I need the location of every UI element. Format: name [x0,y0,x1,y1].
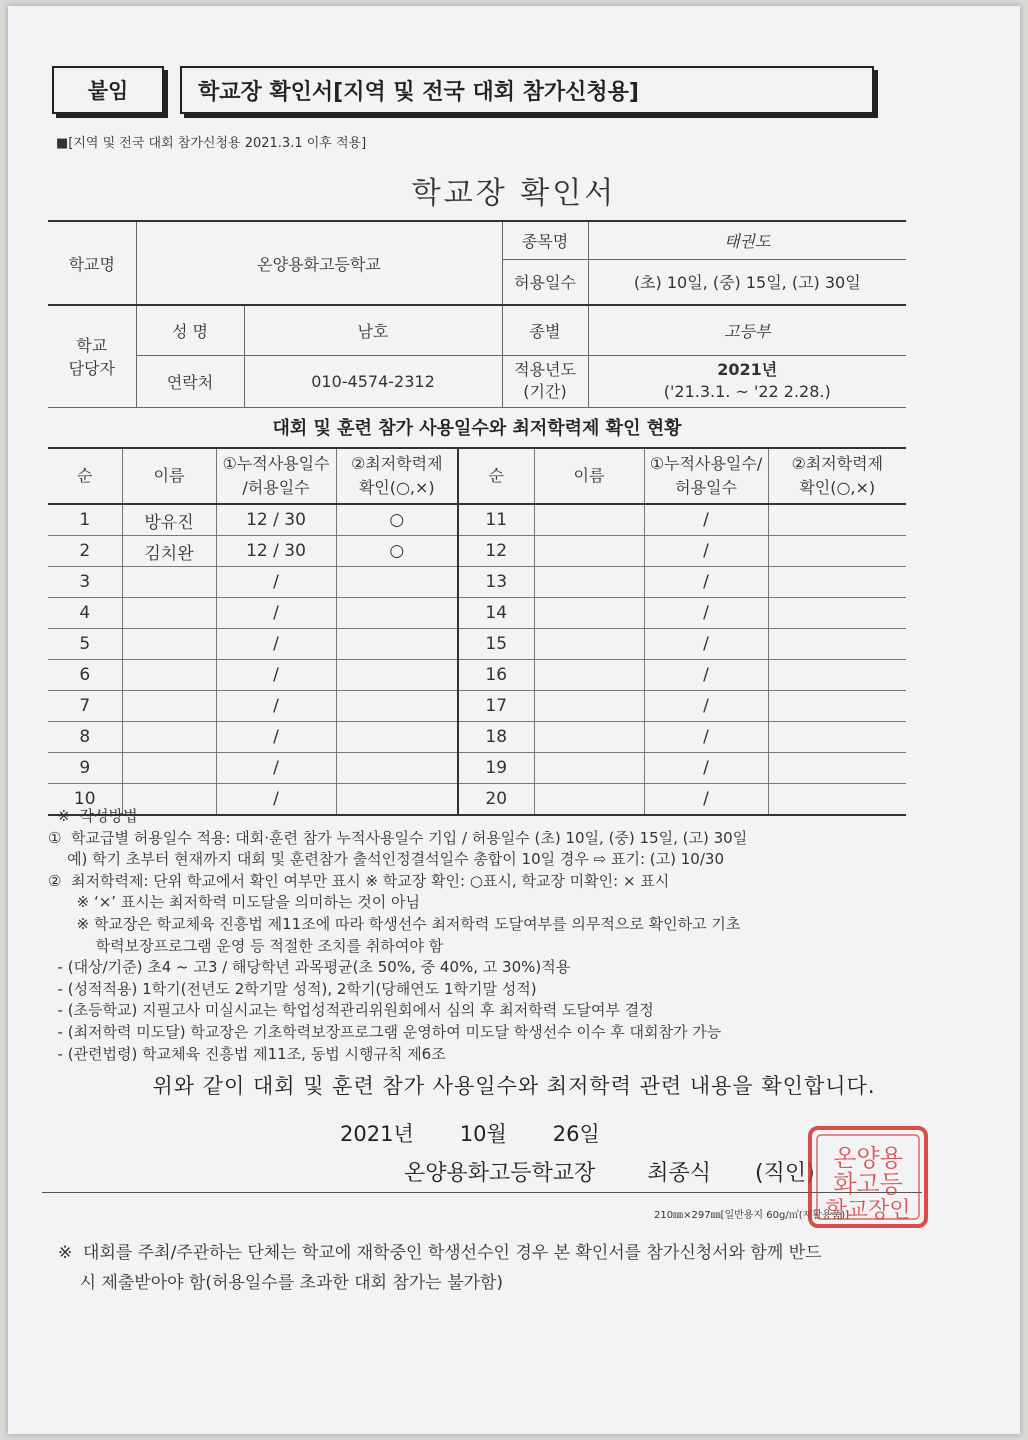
principal-name: 최종식 [647,1161,712,1186]
footer-line: 시 제출받아야 함(허용일수를 초과한 대회 참가는 불가함) [58,1273,504,1293]
official-seal-stamp [806,1124,930,1230]
row-days: / [216,629,336,660]
manager-label-line2: 담당자 [68,359,115,379]
row-number-right: 17 [458,691,534,722]
row-academic-right [768,598,906,629]
col-header-days-right-line2: 허용일수 [675,478,737,497]
attachment-badge: 붙임 [52,66,164,114]
principal-title: 온양용화고등학교장 [404,1161,596,1186]
row-number: 8 [48,722,122,753]
instruction-line: ※ 학교장은 학교체육 진흥법 제11조에 따라 학생선수 최저학력 도달여부를 의무적으로 확인하고 기초 [48,914,741,933]
table-row [48,660,906,691]
row-academic [336,598,458,629]
applicability-note: ■[지역 및 전국 대회 참가신청용 2021.3.1 이후 적용] [56,136,367,151]
col-header-days-right-line1: ①누적사용일수/ [649,454,763,473]
row-days: / [216,691,336,722]
row-number-right: 14 [458,598,534,629]
col-header-academic [336,448,458,504]
row-name [122,691,216,722]
row-days-right: / [644,753,768,784]
instruction-line: 학력보장프로그램 운영 등 적절한 조치를 취하여야 함 [48,936,444,955]
row-academic [336,722,458,753]
row-number: 2 [48,536,122,567]
row-academic [336,753,458,784]
col-header-days-line1: ①누적사용일수 [222,454,330,473]
row-number-right: 20 [458,784,534,816]
row-days-right: / [644,567,768,598]
row-name [122,629,216,660]
row-academic-right [768,536,906,567]
paper-spec: 210㎜×297㎜[일반용지 60g/㎡(재활용품)] [654,1210,850,1221]
col-header-days-right [644,448,768,504]
instruction-line: - (관련법령) 학교체육 진흥법 제11조, 동법 시행규칙 제6조 [48,1044,446,1063]
row-days: 12 / 30 [216,504,336,536]
seal-text-line3: 학교장인 [825,1198,911,1223]
division-label: 종별 [502,305,588,355]
col-header-academic-right [768,448,906,504]
instruction-line: ※ ‘×’ 표시는 최저학력 미도달을 의미하는 것이 아님 [48,893,420,912]
divider-line [42,1192,922,1193]
row-name-right [534,753,644,784]
school-label: 학교명 [48,221,136,305]
row-number-right: 15 [458,629,534,660]
row-academic-right [768,504,906,536]
row-days-right: / [644,784,768,816]
manager-label [48,305,136,407]
seal-label: (직인) [755,1161,815,1186]
row-days: / [216,567,336,598]
page-title: 학교장 확인서 [411,176,617,211]
row-name-right [534,536,644,567]
instruction-line: - (성적적용) 1학기(전년도 2학기말 성적), 2학기(당해연도 1학기말 성적) [48,979,537,998]
row-days-right: / [644,722,768,753]
table-row [48,504,906,536]
col-header-academic-right-line2: 확인(○,×) [799,478,876,497]
table-row [48,567,906,598]
manager-name-label: 성 명 [136,305,244,355]
row-academic: ○ [336,536,458,567]
event-value: 태권도 [588,221,906,259]
instruction-line: ② 최저학력제: 단위 학교에서 확인 여부만 표시 ※ 학교장 확인: ○표시, 학교장 미확인: × 표시 [48,871,670,890]
participation-table [48,447,906,816]
row-number: 10 [48,784,122,816]
row-number-right: 13 [458,567,534,598]
row-academic-right [768,629,906,660]
row-name-right [534,629,644,660]
row-days-right: / [644,598,768,629]
row-days-right: / [644,536,768,567]
row-name [122,753,216,784]
confirmation-statement: 위와 같이 대회 및 훈련 참가 사용일수와 최저학력 관련 내용을 확인합니다. [152,1074,876,1098]
school-name-value: 온양용화고등학교 [136,221,502,305]
col-header-days [216,448,336,504]
col-header-no: 순 [48,448,122,504]
instruction-line: - (최저학력 미도달) 학교장은 기초학력보장프로그램 운영하여 미도달 학생선수 이수 후 대회참가 가능 [48,1022,722,1041]
table-row [48,598,906,629]
footer-line: ※ 대회를 주최/주관하는 단체는 학교에 재학중인 학생선수인 경우 본 확인서를 참가신청서와 함께 반드 [58,1243,822,1263]
row-number: 4 [48,598,122,629]
row-academic: ○ [336,504,458,536]
allowed-days-value: (초) 10일, (중) 15일, (고) 30일 [588,259,906,305]
row-days-right: / [644,504,768,536]
row-number: 5 [48,629,122,660]
instruction-line: ① 학교급별 허용일수 적용: 대회·훈련 참가 누적사용일수 기입 / 허용일수 (초) 10일, (중) 15일, (고) 30일 [48,828,748,847]
row-name-right [534,660,644,691]
col-header-no-right: 순 [458,448,534,504]
col-header-academic-right-line1: ②최저학력제 [791,454,884,473]
row-academic-right [768,722,906,753]
row-name-right [534,598,644,629]
instruction-line: - (초등학교) 지필고사 미실시교는 학업성적관리위원회에서 심의 후 최저학력 도달여부 결정 [48,1001,654,1020]
footer-note [58,1238,978,1298]
issue-date [340,1118,646,1148]
allowed-days-label: 허용일수 [502,259,588,305]
row-days: 12 / 30 [216,536,336,567]
section-title: 대회 및 훈련 참가 사용일수와 최저학력제 확인 현황 [272,418,682,439]
col-header-academic-line1: ②최저학력제 [350,454,443,473]
row-academic-right [768,567,906,598]
instruction-line: - (대상/기준) 초4 ~ 고3 / 해당학년 과목평균(초 50%, 중 40%, 고 30%)적용 [48,958,571,977]
col-header-academic-line2: 확인(○,×) [358,478,435,497]
table-row [48,722,906,753]
seal-text-line2: 화고등 [833,1170,903,1198]
col-header-days-line2: /허용일수 [242,478,310,497]
contact-label: 연락처 [136,355,244,407]
year-label-line2: (기간) [523,382,567,401]
row-name-right [534,722,644,753]
row-name-right [534,567,644,598]
instruction-line: ※ 작성방법 [48,807,138,825]
row-name [122,598,216,629]
row-academic [336,567,458,598]
table-row [48,629,906,660]
row-number: 1 [48,504,122,536]
document-headline: 학교장 확인서[지역 및 전국 대회 참가신청용] [180,66,874,114]
manager-label-line1: 학교 [76,336,108,356]
row-number-right: 11 [458,504,534,536]
row-days: / [216,598,336,629]
row-days: / [216,722,336,753]
year-value [588,355,906,407]
row-name-right [534,504,644,536]
row-name [122,722,216,753]
row-number: 3 [48,567,122,598]
row-academic-right [768,691,906,722]
year-label-line1: 적용년도 [514,360,576,379]
table-row [48,753,906,784]
row-name [122,567,216,598]
row-days-right: / [644,691,768,722]
row-name: 방유진 [122,504,216,536]
event-label: 종목명 [502,221,588,259]
row-name [122,660,216,691]
col-header-name-right: 이름 [534,448,644,504]
row-name: 김치완 [122,536,216,567]
row-number: 7 [48,691,122,722]
signature-line [404,1156,815,1187]
row-days-right: / [644,629,768,660]
date-month: 10월 [459,1122,507,1146]
period-value: ('21.3.1. ~ '22 2.28.) [663,382,831,401]
row-days: / [216,660,336,691]
row-number: 9 [48,753,122,784]
year-label [502,355,588,407]
row-academic [336,691,458,722]
date-year: 2021년 [340,1122,414,1146]
row-name-right [534,691,644,722]
row-academic [336,629,458,660]
writing-instructions [48,806,918,1065]
table-header-row [48,448,906,504]
school-info-table [48,220,906,408]
row-number: 6 [48,660,122,691]
division-value: 고등부 [588,305,906,355]
instruction-line: 예) 학기 초부터 현재까지 대회 및 훈련참가 출석인정결석일수 총합이 10일 경우 ⇨ 표기: (고) 10/30 [48,850,724,869]
row-number-right: 16 [458,660,534,691]
row-days-right: / [644,660,768,691]
row-academic-right [768,660,906,691]
manager-name-value: 남호 [244,305,502,355]
table-row [48,536,906,567]
contact-value: 010-4574-2312 [244,355,502,407]
row-academic-right [768,753,906,784]
row-number-right: 19 [458,753,534,784]
seal-text-line1: 온양용 [833,1144,903,1172]
row-days: / [216,753,336,784]
row-days: / [216,784,336,816]
year-value-line1: 2021년 [717,360,778,379]
row-number-right: 18 [458,722,534,753]
row-academic [336,660,458,691]
date-day: 26일 [552,1122,600,1146]
col-header-name: 이름 [122,448,216,504]
row-number-right: 12 [458,536,534,567]
table-row [48,691,906,722]
